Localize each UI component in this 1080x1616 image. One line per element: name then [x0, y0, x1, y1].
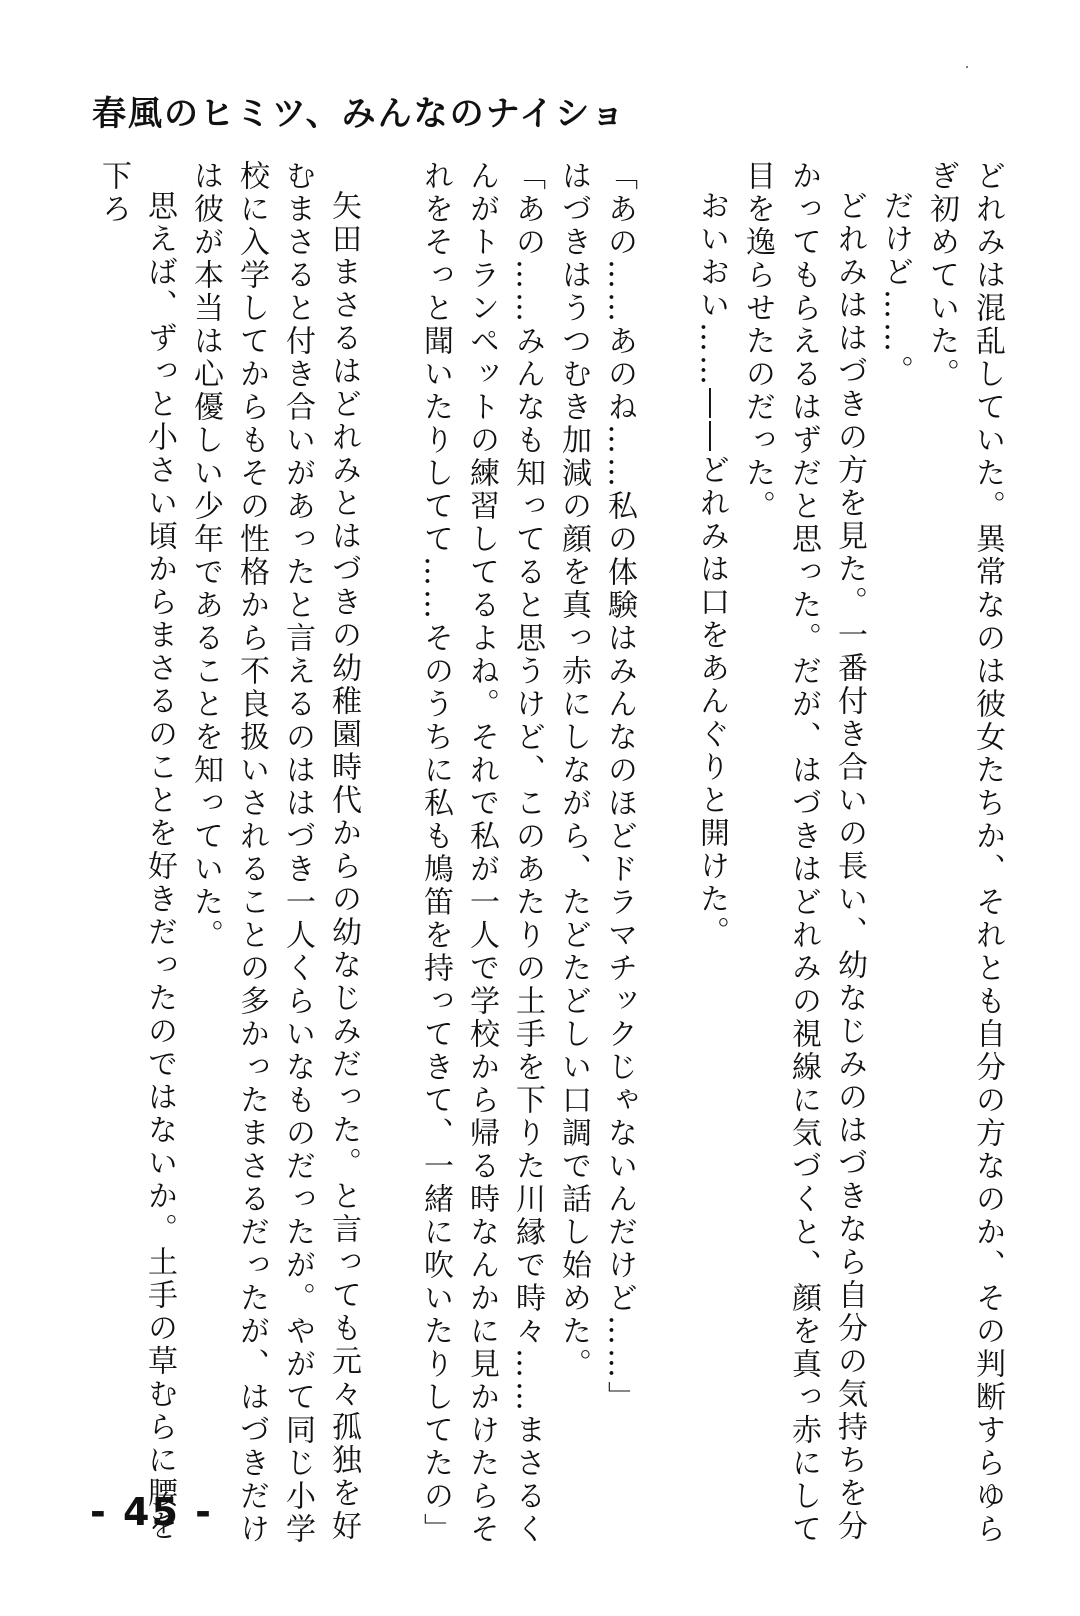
paragraph-7: 思えば、ずっと小さい頃からまさるのことを好きだったのではないか。土手の草むらに腰を下ろ — [96, 160, 177, 1543]
paragraph-2: だけど……。 — [878, 190, 913, 388]
paragraph-3: どれみははづきの方を見た。一番付き合いの長い、幼なじみのはづきなら自分の気持ちを分かってもらえるはずだと思った。だが、はづきはどれみの視線に気づくと、顔を真っ赤にして目を逸らせたのだった。 — [740, 160, 867, 1546]
vertical-body-text — [96, 160, 1010, 1550]
page-number: - 45 - — [90, 1490, 213, 1534]
paragraph-4: おいおい……――どれみは口をあんぐりと開けた。 — [694, 190, 729, 949]
corner-mark — [966, 66, 968, 68]
paragraph-5: はづきはうつむき加減の顔を真っ赤にしながら、たどたどしい口調で話し始めた。 — [556, 160, 591, 1381]
page-title: 春風のヒミツ、みんなのナイショ — [92, 94, 627, 134]
dialogue-2: 「あの……みんなも知ってると思うけど、このあたりの土手を下りた川縁で時々……まさるくんがトランペットの練習してるよね。それで私が一人で学校から帰る時なんかに見かけたらそれをそっと聞いたりしてて……そのうちに私も鳩笛を持ってきて、一緒に吹いたりしてたの」 — [418, 160, 545, 1546]
paragraph-1: どれみは混乱していた。異常なのは彼女たちか、それとも自分の方なのか、その判断すらゆらぎ初めていた。 — [924, 160, 1005, 1546]
dialogue-1: 「あの……あのね……私の体験はみんなのほどドラマチックじゃないんだけど……」 — [602, 160, 637, 1414]
paragraph-6: 矢田まさるはどれみとはづきの幼稚園時代からの幼なじみだった。と言っても元々孤独を好むまさると付き合いがあったと言えるのははづき一人くらいなものだったが。やがて同じ小学校に入学してからもその性格から不良扱いされることの多かったまさるだったが、はづきだけは彼が本当は心優しい少年であることを知っていた。 — [188, 160, 361, 1546]
